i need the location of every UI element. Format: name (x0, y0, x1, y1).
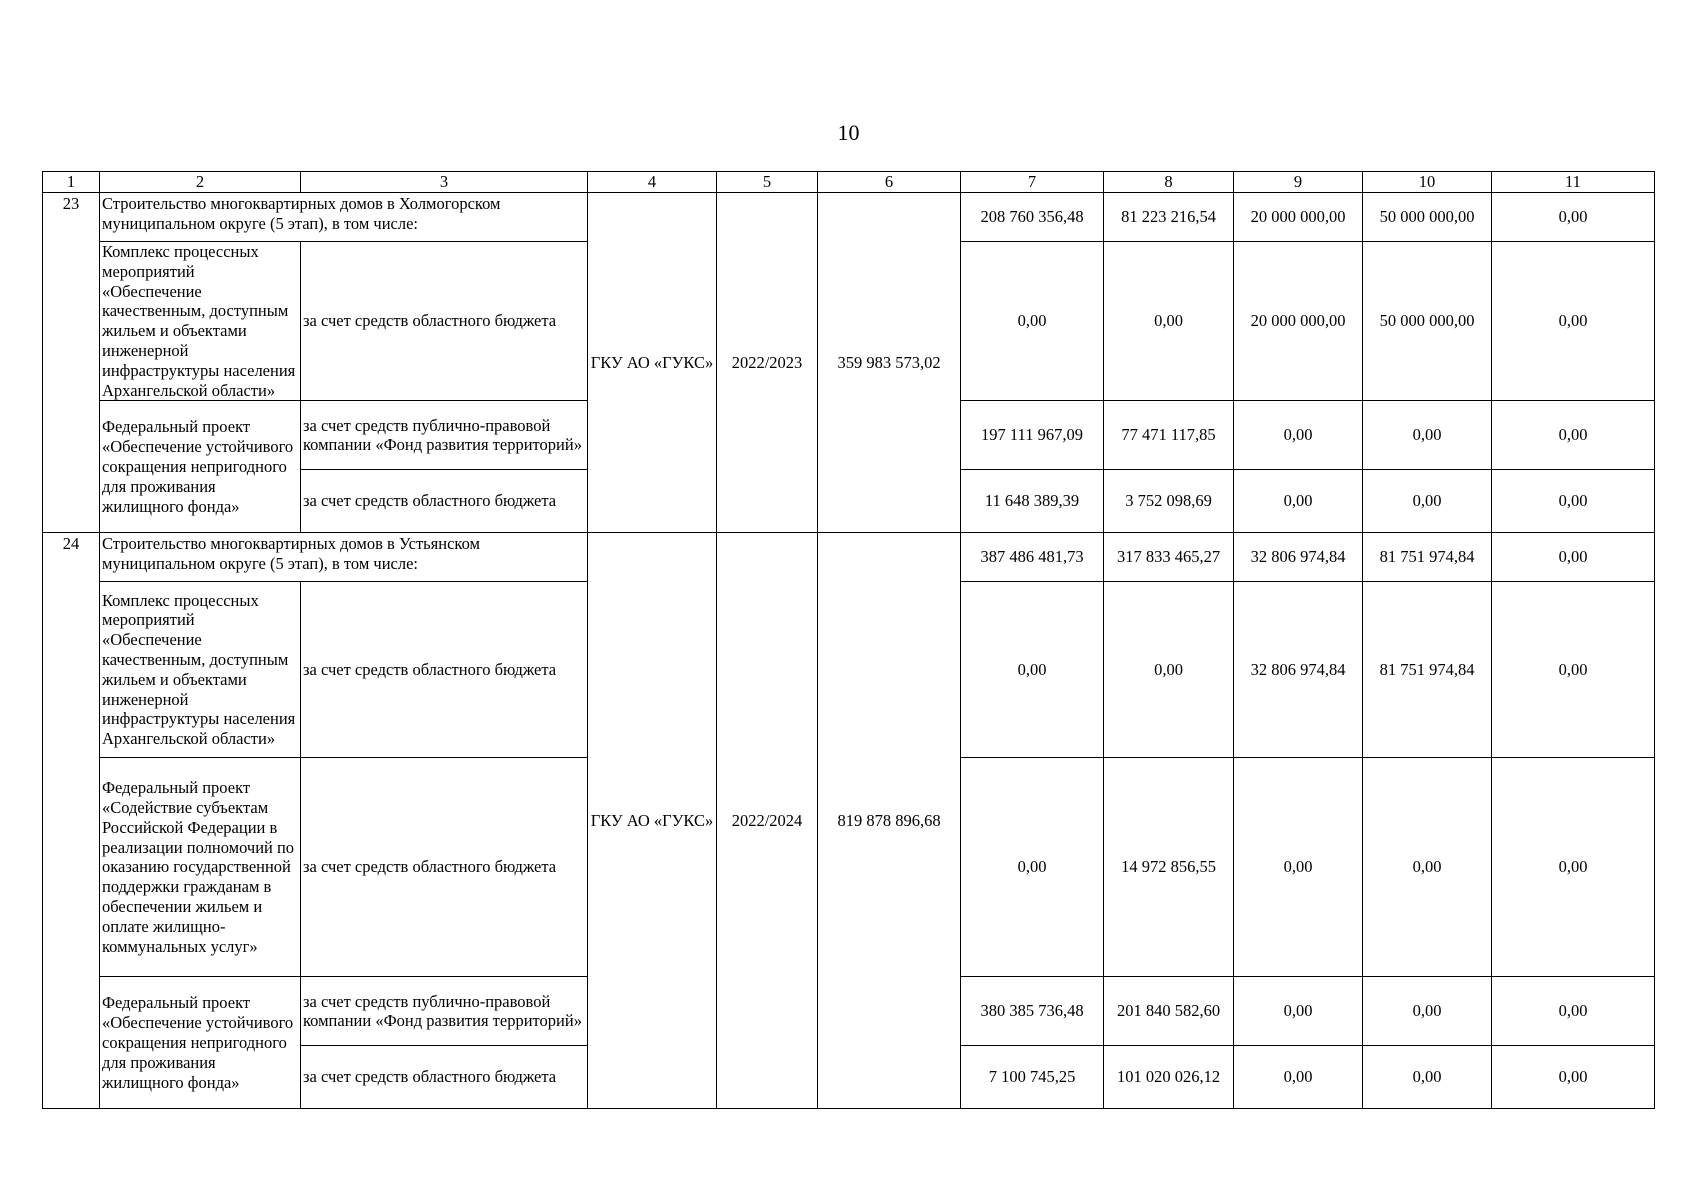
funding-source: за счет средств областного бюджета (301, 582, 588, 758)
amount-cell: 0,00 (1363, 401, 1492, 470)
amount-cell: 81 751 974,84 (1363, 533, 1492, 582)
subprogram-name: Федеральный проект «Обеспечение устойчивого сокращения непригодного для проживания жилищного фонда» (100, 977, 301, 1109)
table-row (43, 193, 1655, 242)
period: 2022/2024 (717, 533, 818, 1109)
amount-cell: 0,00 (1104, 242, 1234, 401)
funding-source: за счет средств публично-правовой компании «Фонд развития территорий» (301, 977, 588, 1046)
amount-cell: 0,00 (1492, 470, 1655, 533)
amount-cell: 0,00 (1234, 977, 1363, 1046)
amount-cell: 0,00 (1363, 470, 1492, 533)
subprogram-name: Федеральный проект «Содействие субъектам Российской Федерации в реализации полномочий по оказанию государственной поддержки гражданам в обеспечении жильем и оплате жилищно-коммунальных услуг» (100, 758, 301, 977)
amount-cell: 0,00 (1363, 758, 1492, 977)
amount-cell: 0,00 (1104, 582, 1234, 758)
amount-cell: 77 471 117,85 (1104, 401, 1234, 470)
total-cost: 819 878 896,68 (818, 533, 961, 1109)
amount-cell: 197 111 967,09 (961, 401, 1104, 470)
column-number: 10 (1363, 172, 1492, 193)
amount-cell: 32 806 974,84 (1234, 582, 1363, 758)
amount-cell: 0,00 (1492, 758, 1655, 977)
total-cost: 359 983 573,02 (818, 193, 961, 533)
amount-cell: 0,00 (1363, 1046, 1492, 1109)
amount-cell: 0,00 (1492, 582, 1655, 758)
amount-cell: 0,00 (1492, 242, 1655, 401)
amount-cell: 387 486 481,73 (961, 533, 1104, 582)
budget-table (42, 171, 1655, 1109)
amount-cell: 208 760 356,48 (961, 193, 1104, 242)
funding-source: за счет средств областного бюджета (301, 242, 588, 401)
page-number: 10 (837, 120, 860, 145)
amount-cell: 50 000 000,00 (1363, 193, 1492, 242)
column-number: 2 (100, 172, 301, 193)
subprogram-name: Комплекс процессных мероприятий «Обеспечение качественным, доступным жильем и объектами инженерной инфраструктуры населения Архангельской области» (100, 582, 301, 758)
funding-source: за счет средств областного бюджета (301, 758, 588, 977)
amount-cell: 317 833 465,27 (1104, 533, 1234, 582)
amount-cell: 81 751 974,84 (1363, 582, 1492, 758)
column-number: 4 (588, 172, 717, 193)
amount-cell: 32 806 974,84 (1234, 533, 1363, 582)
amount-cell: 81 223 216,54 (1104, 193, 1234, 242)
funding-source: за счет средств публично-правовой компании «Фонд развития территорий» (301, 401, 588, 470)
amount-cell: 201 840 582,60 (1104, 977, 1234, 1046)
amount-cell: 11 648 389,39 (961, 470, 1104, 533)
amount-cell: 20 000 000,00 (1234, 193, 1363, 242)
project-title: Строительство многоквартирных домов в Холмогорском муниципальном округе (5 этап), в том числе: (100, 193, 588, 242)
amount-cell: 50 000 000,00 (1363, 242, 1492, 401)
subprogram-name: Федеральный проект «Обеспечение устойчивого сокращения непригодного для проживания жилищного фонда» (100, 401, 301, 533)
column-number: 3 (301, 172, 588, 193)
amount-cell: 7 100 745,25 (961, 1046, 1104, 1109)
amount-cell: 0,00 (1492, 977, 1655, 1046)
amount-cell: 380 385 736,48 (961, 977, 1104, 1046)
amount-cell: 0,00 (1492, 401, 1655, 470)
amount-cell: 0,00 (961, 242, 1104, 401)
column-number: 6 (818, 172, 961, 193)
amount-cell: 0,00 (961, 582, 1104, 758)
amount-cell: 0,00 (1492, 1046, 1655, 1109)
subprogram-name: Комплекс процессных мероприятий «Обеспечение качественным, доступным жильем и объектами инженерной инфраструктуры населения Архангельской области» (100, 242, 301, 401)
column-number: 11 (1492, 172, 1655, 193)
amount-cell: 0,00 (1492, 533, 1655, 582)
amount-cell: 101 020 026,12 (1104, 1046, 1234, 1109)
period: 2022/2023 (717, 193, 818, 533)
row-number: 23 (43, 193, 100, 533)
table-row (43, 533, 1655, 582)
column-number: 9 (1234, 172, 1363, 193)
column-number: 8 (1104, 172, 1234, 193)
executor: ГКУ АО «ГУКС» (588, 533, 717, 1109)
column-number: 7 (961, 172, 1104, 193)
row-number: 24 (43, 533, 100, 1109)
project-title: Строительство многоквартирных домов в Устьянском муниципальном округе (5 этап), в том числе: (100, 533, 588, 582)
funding-source: за счет средств областного бюджета (301, 1046, 588, 1109)
amount-cell: 3 752 098,69 (1104, 470, 1234, 533)
amount-cell: 20 000 000,00 (1234, 242, 1363, 401)
funding-source: за счет средств областного бюджета (301, 470, 588, 533)
executor: ГКУ АО «ГУКС» (588, 193, 717, 533)
amount-cell: 0,00 (1234, 401, 1363, 470)
amount-cell: 0,00 (1492, 193, 1655, 242)
column-number-row (43, 172, 1655, 193)
amount-cell: 0,00 (1234, 758, 1363, 977)
amount-cell: 0,00 (1363, 977, 1492, 1046)
amount-cell: 0,00 (961, 758, 1104, 977)
amount-cell: 0,00 (1234, 470, 1363, 533)
amount-cell: 0,00 (1234, 1046, 1363, 1109)
amount-cell: 14 972 856,55 (1104, 758, 1234, 977)
column-number: 5 (717, 172, 818, 193)
column-number: 1 (43, 172, 100, 193)
